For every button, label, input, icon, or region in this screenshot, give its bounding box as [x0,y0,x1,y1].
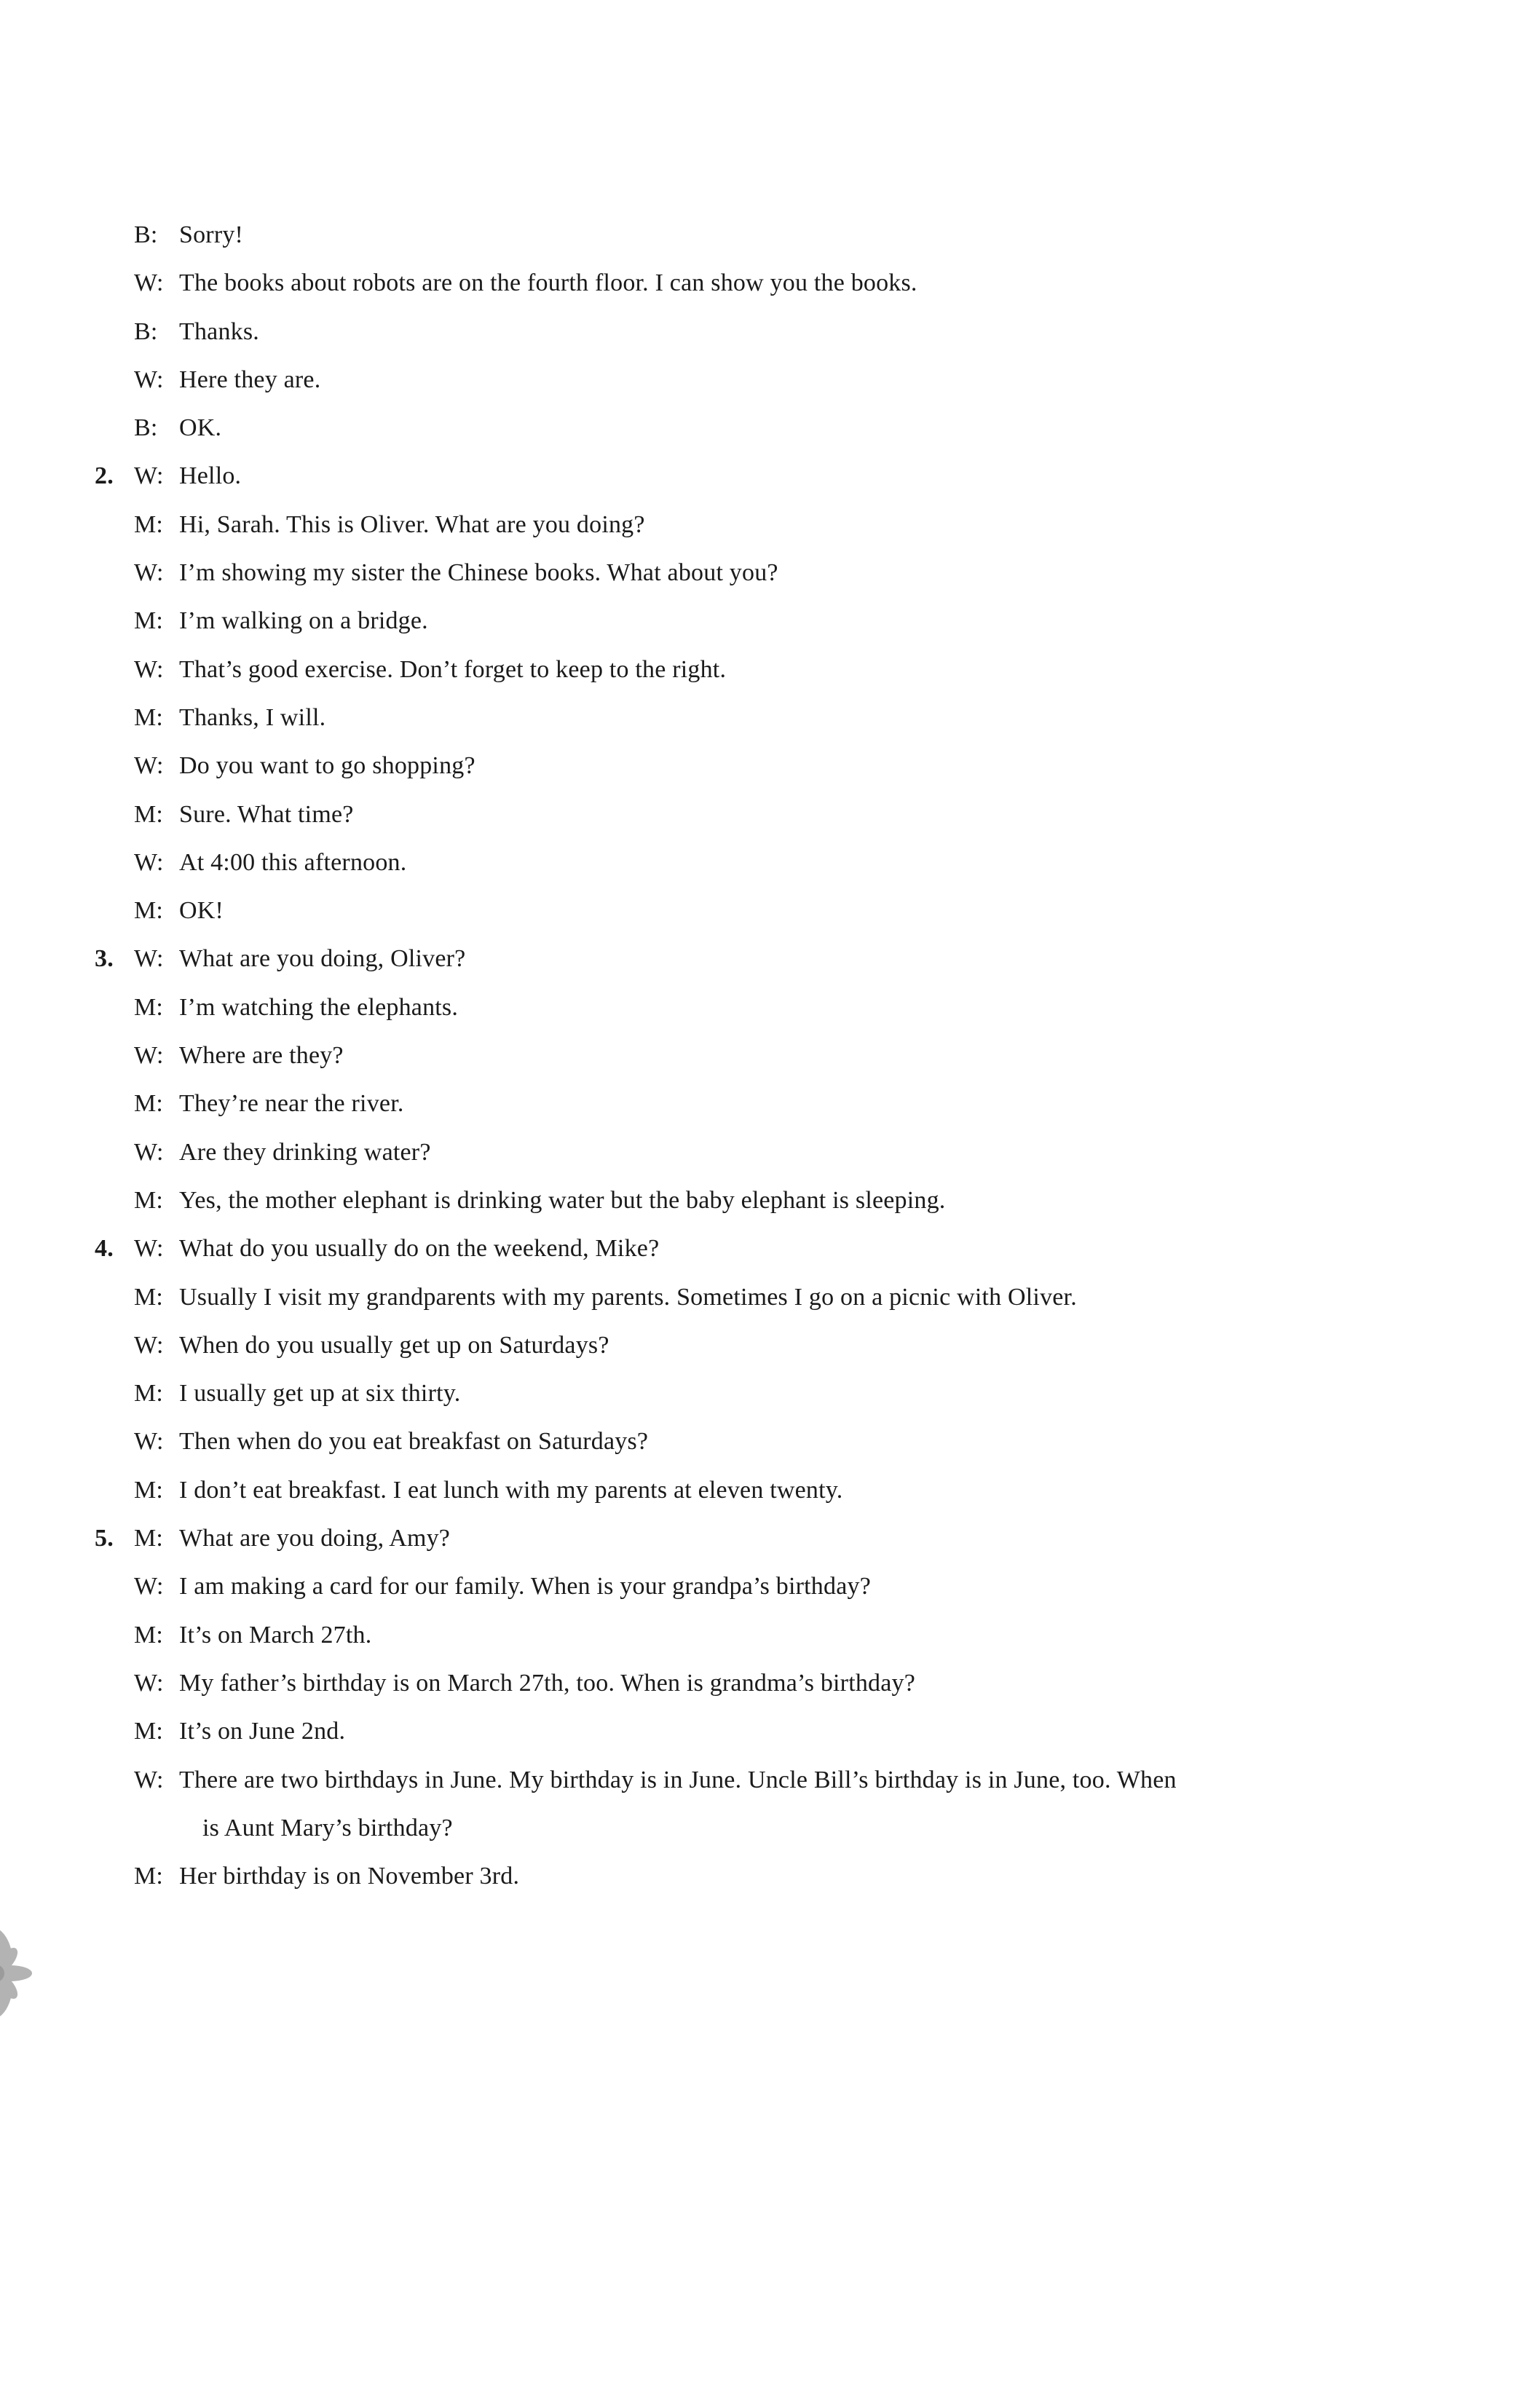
speaker-label: W: [134,1573,164,1600]
dialogue-text: I’m showing my sister the Chinese books. What about you? [179,559,778,587]
dialogue-text: Hello. [179,462,242,490]
dialogue-line [95,452,1347,500]
dialogue-text: My father’s birthday is on March 27th, too. When is grandma’s birthday? [179,1669,916,1697]
dialogue-line [95,1418,1347,1466]
speaker-label: W: [134,945,164,973]
speaker-label: M: [134,703,164,731]
dialogue-line [95,259,1347,307]
dialogue-line [95,308,1347,356]
dialogue-line [95,1177,1347,1225]
dialogue-line [95,1032,1347,1080]
dialogue-line [95,1370,1347,1418]
dialogue-text: When do you usually get up on Saturdays? [179,1331,609,1359]
speaker-label: M: [134,607,164,635]
dialogue-text: What do you usually do on the weekend, Mike? [179,1235,660,1263]
dialogue-text: Here they are. [179,366,321,393]
speaker-label: W: [134,1331,164,1359]
item-number: 2. [95,462,114,490]
dialogue-text: Where are they? [179,1042,344,1070]
speaker-label: M: [134,1283,164,1311]
dialogue-line [95,211,1347,259]
dialogue-text: I don’t eat breakfast. I eat lunch with my parents at eleven twenty. [179,1476,843,1504]
dialogue-line [95,1129,1347,1177]
speaker-label: W: [134,1428,164,1456]
speaker-label: W: [134,366,164,393]
dialogue-text: OK! [179,897,224,925]
dialogue-text: The books about robots are on the fourth floor. I can show you the books. [179,269,917,297]
dialogue-text: Hi, Sarah. This is Oliver. What are you doing? [179,510,645,538]
dialogue-line [95,694,1347,742]
dialogue-line [95,1466,1347,1515]
dialogue-line [95,1756,1347,1804]
speaker-label: M: [134,510,164,538]
dialogue-line [95,1080,1347,1128]
dialogue-text: That’s good exercise. Don’t forget to keep to the right. [179,655,727,683]
dialogue-line [95,1322,1347,1370]
dialogue-line [95,935,1347,983]
speaker-label: W: [134,655,164,683]
dialogue-line [95,1274,1347,1322]
dialogue-text: Are they drinking water? [179,1138,431,1166]
item-number: 3. [95,945,114,973]
speaker-label: M: [134,1621,164,1649]
speaker-label: W: [134,848,164,876]
speaker-label: M: [134,800,164,828]
speaker-label: M: [134,1186,164,1214]
dialogue-text: I am making a card for our family. When is your grandpa’s birthday? [179,1573,871,1600]
dialogue-text: is Aunt Mary’s birthday? [202,1814,453,1841]
dialogue-text: There are two birthdays in June. My birthday is in June. Uncle Bill’s birthday is in June, too. When [179,1766,1177,1793]
dialogue-text: At 4:00 this afternoon. [179,848,407,876]
dialogue-text: Sorry! [179,221,244,248]
speaker-label: M: [134,1863,164,1890]
dialogue-line [95,1708,1347,1756]
speaker-label: W: [134,1042,164,1070]
speaker-label: W: [134,1766,164,1793]
dialogue-line [95,1611,1347,1659]
speaker-label: M: [134,897,164,925]
item-number: 5. [95,1525,114,1552]
speaker-label: M: [134,993,164,1021]
dialogue-line [95,1225,1347,1273]
dialogue-line [95,839,1347,887]
speaker-label: M: [134,1380,164,1408]
dialogue-text: Her birthday is on November 3rd. [179,1863,520,1890]
dialogue-line [95,1659,1347,1708]
speaker-label: W: [134,752,164,780]
dialogue-text: Yes, the mother elephant is drinking water but the baby elephant is sleeping. [179,1186,946,1214]
speaker-label: B: [134,414,158,442]
dialogue-line [95,1515,1347,1563]
dialogue-text: Do you want to go shopping? [179,752,475,780]
speaker-label: B: [134,221,158,248]
dialogue-line [95,791,1347,839]
speaker-label: M: [134,1525,164,1552]
dialogue-line [95,646,1347,694]
dialogue-line [95,549,1347,597]
dialogue-text: It’s on March 27th. [179,1621,372,1649]
speaker-label: W: [134,559,164,587]
dialogue-text: What are you doing, Amy? [179,1525,451,1552]
dialogue-line [95,1563,1347,1611]
speaker-label: W: [134,462,164,490]
speaker-label: W: [134,269,164,297]
speaker-label: M: [134,1090,164,1118]
dialogue-line [95,984,1347,1032]
flower-ornament-icon [0,1919,36,2028]
dialogue-text: I’m watching the elephants. [179,993,459,1021]
dialogue-text: They’re near the river. [179,1090,404,1118]
dialogue-text: Thanks, I will. [179,703,326,731]
dialogue-text: I’m walking on a bridge. [179,607,428,635]
dialogue-text: What are you doing, Oliver? [179,945,466,973]
dialogue-line [95,1852,1347,1900]
speaker-label: W: [134,1138,164,1166]
dialogue-line [95,404,1347,452]
speaker-label: M: [134,1476,164,1504]
dialogue-text: I usually get up at six thirty. [179,1380,461,1408]
dialogue-text: OK. [179,414,222,442]
dialogue-text: Usually I visit my grandparents with my parents. Sometimes I go on a picnic with Oliver. [179,1283,1077,1311]
dialogue-line [95,501,1347,549]
dialogue-text: Sure. What time? [179,800,354,828]
dialogue-text: Thanks. [179,317,259,345]
dialogue-line [95,597,1347,645]
dialogue-line [95,742,1347,790]
speaker-label: W: [134,1669,164,1697]
dialogue-text: It’s on June 2nd. [179,1718,346,1745]
dialogue-line [95,356,1347,404]
dialogue-text: Then when do you eat breakfast on Saturdays? [179,1428,649,1456]
dialogue-line [95,887,1347,935]
transcript [95,211,1347,1900]
dialogue-line [95,1804,1347,1852]
item-number: 4. [95,1235,114,1263]
speaker-label: M: [134,1718,164,1745]
speaker-label: W: [134,1235,164,1263]
speaker-label: B: [134,317,158,345]
